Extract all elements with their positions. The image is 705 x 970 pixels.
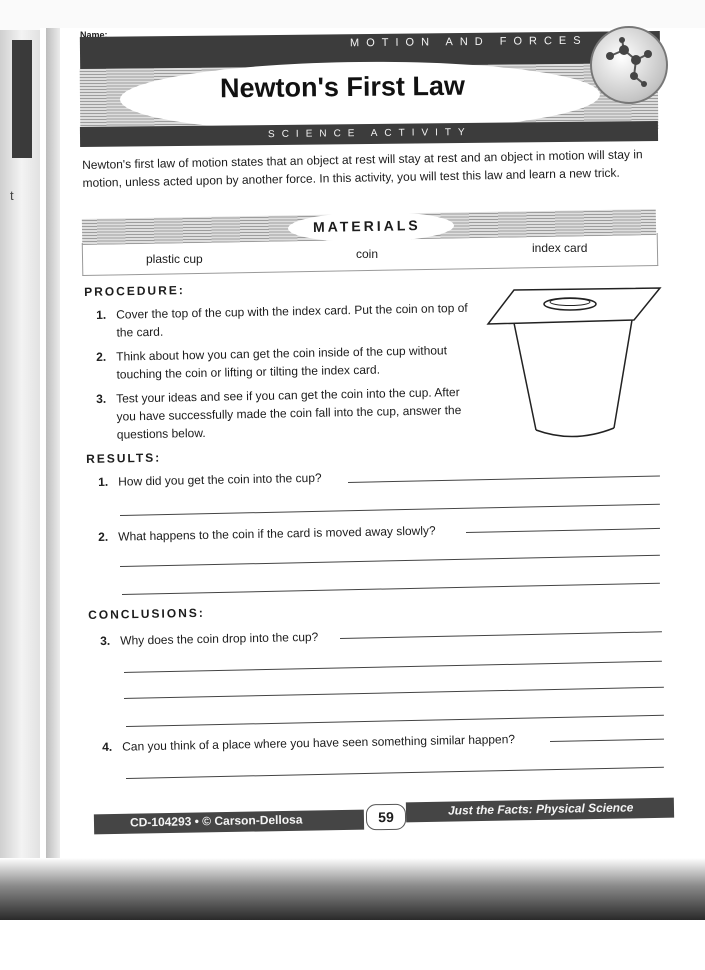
conclusions-heading: CONCLUSIONS:: [88, 605, 205, 622]
binding-shadow: [46, 28, 60, 888]
cup-with-card-illustration: [484, 286, 664, 442]
step-number: 3.: [96, 391, 107, 406]
procedure-step: [96, 299, 473, 342]
material-item: index card: [532, 241, 588, 255]
margin-mark: t: [10, 188, 14, 203]
question-number: 2.: [98, 529, 109, 544]
material-item: plastic cup: [146, 252, 203, 266]
question-text: What happens to the coin if the card is moved away slowly?: [118, 523, 436, 544]
question-text: Can you think of a place where you have seen something similar happen?: [122, 732, 516, 754]
scan-bottom-shadow: [0, 858, 705, 920]
step-text: Test your ideas and see if you can get the coin into the cup. After you have successfully made the coin fall into the cup, answer the questions below.: [116, 385, 462, 442]
step-number: 2.: [96, 349, 107, 364]
page-number: 59: [366, 804, 406, 831]
page-title: Newton's First Law: [219, 70, 466, 104]
subtitle-label: SCIENCE ACTIVITY: [267, 126, 472, 141]
question-text: How did you get the coin into the cup?: [118, 470, 322, 489]
footer-book-title: Just the Facts: Physical Science: [447, 800, 634, 818]
name-label: Name:: [80, 30, 108, 40]
molecule-icon: [590, 26, 668, 104]
materials-title: MATERIALS: [312, 217, 421, 235]
material-item: coin: [356, 247, 379, 261]
step-text: Cover the top of the cup with the index card. Put the coin on top of the card.: [116, 300, 468, 340]
step-number: 1.: [96, 307, 107, 322]
procedure-step: [96, 383, 471, 444]
question-number: 3.: [100, 633, 111, 648]
procedure-step: [96, 341, 461, 384]
footer-code: CD-104293 • © Carson-Dellosa: [129, 812, 303, 830]
question-number: 4.: [102, 739, 113, 754]
series-label: MOTION AND FORCES: [349, 34, 588, 50]
question-number: 1.: [98, 474, 109, 489]
scan-bottom-margin: [0, 920, 705, 970]
step-text: Think about how you can get the coin inside of the cup without touching the coin or lifting or tilting the index card.: [116, 343, 448, 382]
question-text: Why does the coin drop into the cup?: [120, 629, 319, 648]
procedure-heading: PROCEDURE:: [84, 283, 185, 299]
results-heading: RESULTS:: [86, 450, 162, 466]
intro-paragraph: Newton's first law of motion states that an object at rest will stay at rest and an object in motion will stay in motion, unless acted upon by another force. In this activity, you will test this law and learn a new trick.: [82, 147, 643, 190]
previous-page-strip: [12, 40, 32, 158]
